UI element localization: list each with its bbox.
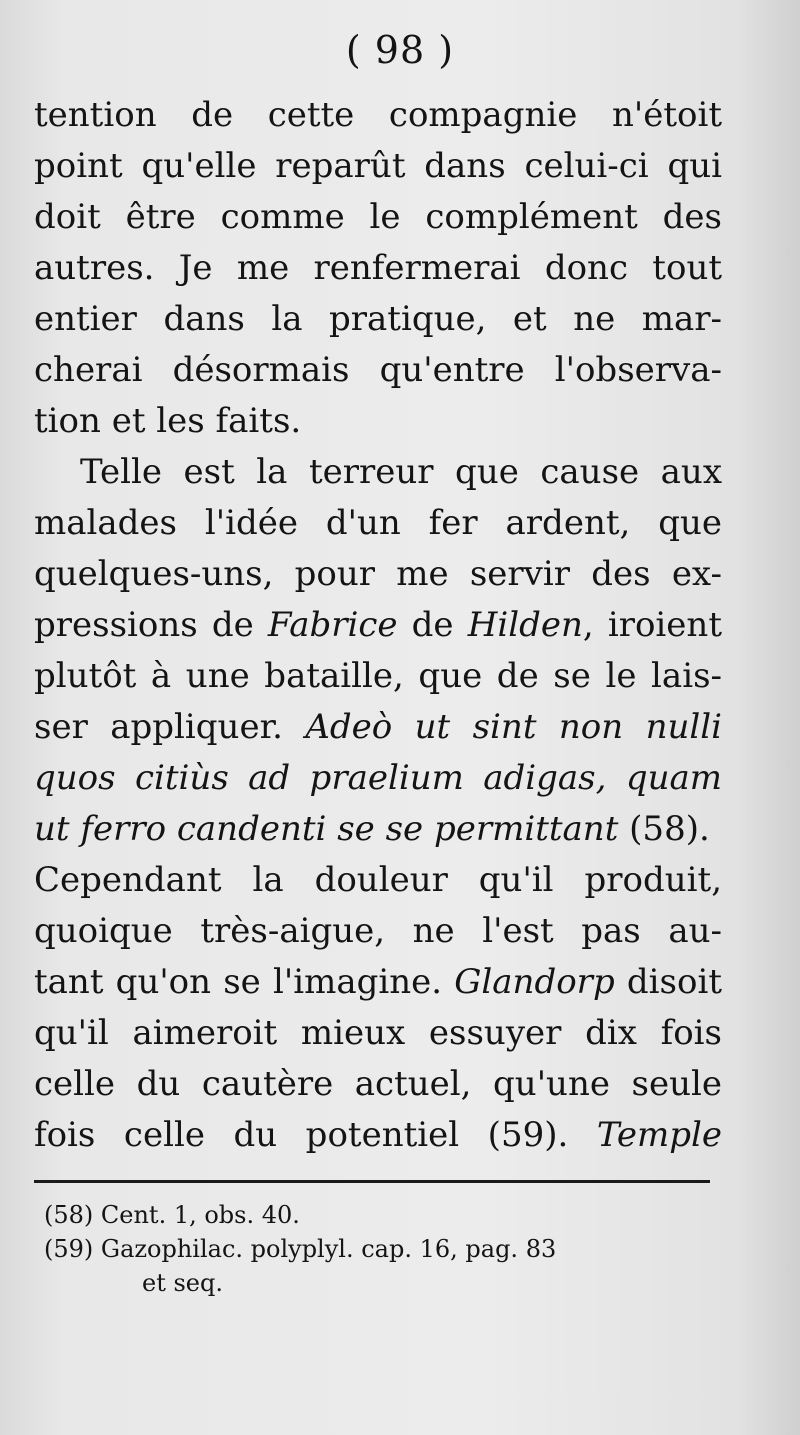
footnote-ref-58: (58). (618, 809, 710, 849)
latin-quote: ut ferro candenti se se permittant (34, 809, 619, 849)
latin-quote: Adeò ut sint non nulli (305, 707, 723, 747)
text-line: doit être comme le complément des (34, 197, 722, 237)
footnote-59: (59) Gazophilac. polyplyl. cap. 16, pag. 83 (44, 1235, 557, 1263)
text-run: ser appliquer. (34, 707, 306, 747)
text-line: quoique très-aigue, ne l'est pas au- (34, 911, 722, 951)
text-line: qu'il aimeroit mieux essuyer dix fois (34, 1013, 722, 1053)
text-run: , iroient (582, 605, 722, 645)
author-name-temple: Temple (596, 1115, 722, 1155)
text-line: point qu'elle reparût dans celui-ci qui (34, 146, 722, 186)
footnotes (44, 1198, 720, 1300)
body-text (34, 90, 722, 1161)
author-name-fabrice: Fabrice (267, 605, 398, 645)
text-line: quelques-uns, pour me servir des ex- (34, 554, 722, 594)
text-line: tention de cette compagnie n'étoit (34, 95, 722, 135)
text-line: tion et les faits. (34, 401, 302, 441)
text-line: plutôt à une bataille, que de se le lais- (34, 656, 722, 696)
text-run: disoit (614, 962, 722, 1002)
text-line: Telle est la terreur que cause aux (80, 452, 722, 492)
text-line: malades l'idée d'un fer ardent, que (34, 503, 722, 543)
footnote-divider (34, 1180, 710, 1183)
text-line (34, 957, 722, 1008)
text-line (34, 702, 722, 753)
text-run: pressions de (34, 605, 268, 645)
latin-quote-line: quos citiùs ad praelium adigas, quam (34, 758, 722, 798)
text-run: fois celle du potentiel (59). (34, 1115, 597, 1155)
text-line: Cependant la douleur qu'il produit, (34, 860, 722, 900)
page-number: ( 98 ) (345, 28, 455, 72)
text-line: celle du cautère actuel, qu'une seule (34, 1064, 722, 1104)
footnote-59-continuation: et seq. (142, 1269, 223, 1297)
footnote-58: (58) Cent. 1, obs. 40. (44, 1201, 300, 1229)
author-name-glandorp: Glandorp (454, 962, 615, 1002)
author-name-hilden: Hilden (467, 605, 583, 645)
text-line: autres. Je me renfermerai donc tout (34, 248, 722, 288)
text-line: cherai désormais qu'entre l'observa- (34, 350, 722, 390)
text-run: de (397, 605, 468, 645)
text-line (34, 1110, 722, 1161)
text-line (34, 600, 722, 651)
text-line: entier dans la pratique, et ne mar- (34, 299, 722, 339)
text-line (34, 804, 722, 855)
text-run: tant qu'on se l'imagine. (34, 962, 455, 1002)
